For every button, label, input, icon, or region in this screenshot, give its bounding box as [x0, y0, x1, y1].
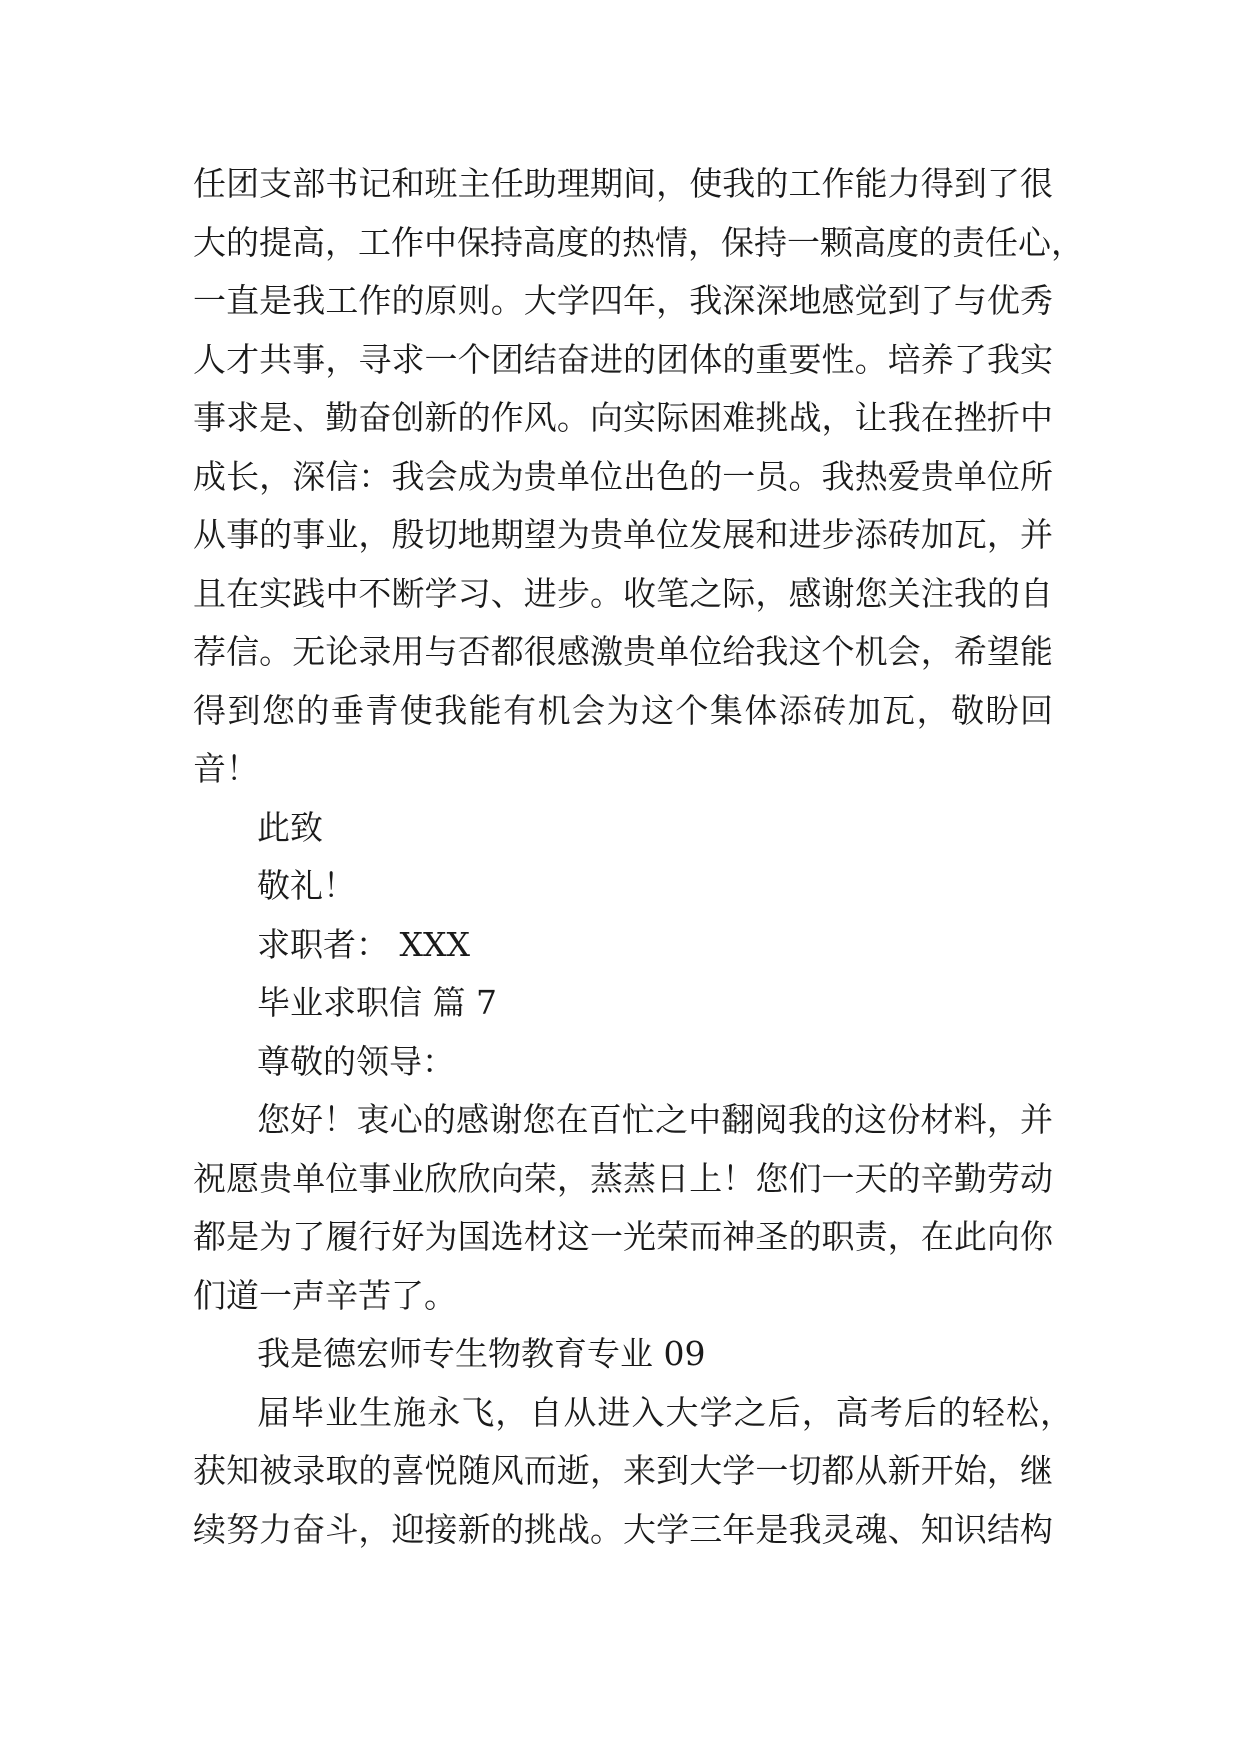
- text-line: 成长，深信：我会成为贵单位出色的一员。我热爱贵单位所: [193, 456, 1053, 496]
- text-line: 得到您的垂青使我能有机会为这个集体添砖加瓦，敬盼回: [193, 690, 1053, 730]
- text-line: 事求是、勤奋创新的作风。向实际困难挑战，让我在挫折中: [193, 398, 1053, 437]
- text-line: 都是为了履行好为国选材这一光荣而神圣的职责，在此向你: [193, 1217, 1053, 1256]
- text-line: 音！: [193, 749, 259, 788]
- text-line: 荐信。无论录用与否都很感激贵单位给我这个机会，希望能: [193, 632, 1053, 671]
- text-line: 祝愿贵单位事业欣欣向荣，蒸蒸日上！您们一天的辛勤劳动: [193, 1158, 1053, 1198]
- letter-greeting: 尊敬的领导：: [257, 1041, 455, 1081]
- applicant-signature: 求职者： XXX: [257, 924, 470, 964]
- text-line: 获知被录取的喜悦随风而逝，来到大学一切都从新开始，继: [193, 1451, 1053, 1490]
- text-line: 一直是我工作的原则。大学四年，我深深地感觉到了与优秀: [193, 281, 1053, 320]
- text-line: 我是德宏师专生物教育专业 09: [257, 1334, 706, 1373]
- text-line: 任团支部书记和班主任助理期间，使我的工作能力得到了很: [193, 164, 1053, 203]
- text-line: 从事的事业，殷切地期望为贵单位发展和进步添砖加瓦，并: [193, 515, 1053, 554]
- text-line: 人才共事，寻求一个团结奋进的团体的重要性。培养了我实: [193, 339, 1053, 379]
- text-line: 且在实践中不断学习、进步。收笔之际，感谢您关注我的自: [193, 573, 1053, 613]
- text-line: 续努力奋斗，迎接新的挑战。大学三年是我灵魂、知识结构: [193, 1509, 1053, 1549]
- closing-regards: 敬礼！: [257, 866, 356, 905]
- body-text: [193, 155, 1084, 1559]
- text-line: 届毕业生施永飞，自从进入大学之后，高考后的轻松，: [257, 1392, 1073, 1432]
- text-line: 您好！衷心的感谢您在百忙之中翻阅我的这份材料，并: [257, 1100, 1053, 1139]
- text-line: 们道一声辛苦了。: [193, 1275, 457, 1315]
- section-heading: 毕业求职信 篇 7: [257, 983, 497, 1022]
- text-line: 大的提高，工作中保持高度的热情，保持一颗高度的责任心，: [193, 222, 1084, 262]
- closing-salutation: 此致: [257, 807, 323, 847]
